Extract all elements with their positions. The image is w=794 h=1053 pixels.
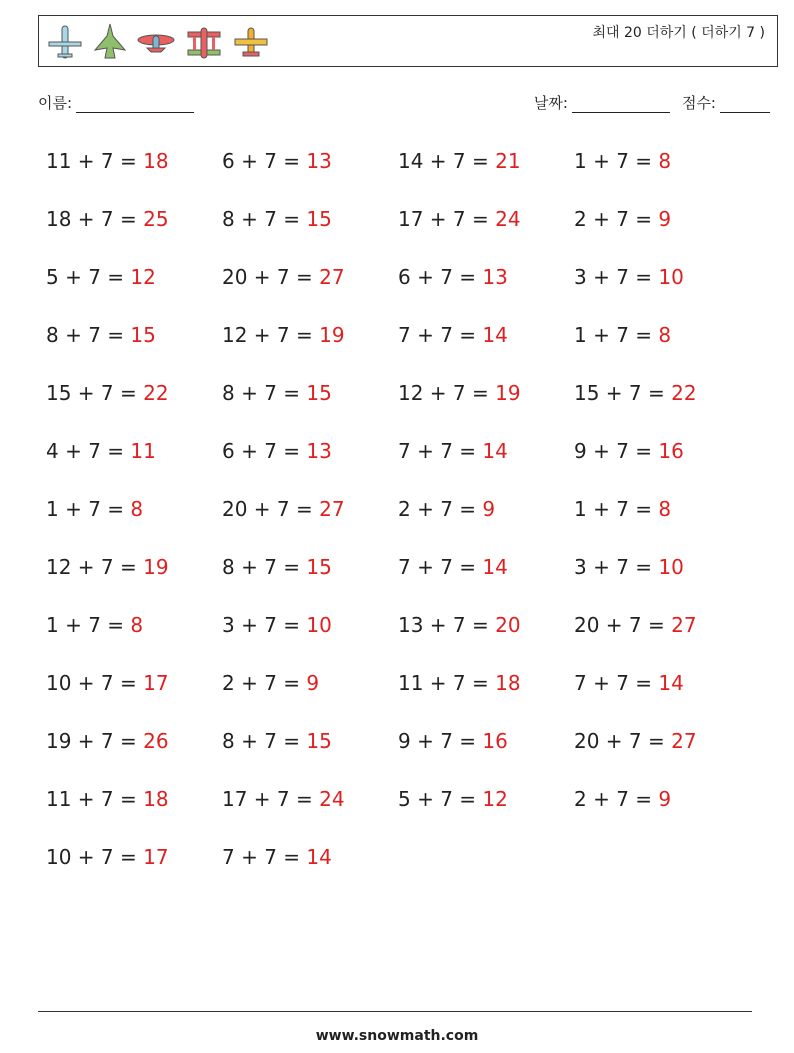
problem-cell <box>574 492 750 550</box>
biplane-icon <box>185 22 223 62</box>
problem-answer: 20 <box>495 613 521 637</box>
problem-question: 8 + 7 = <box>222 729 307 753</box>
problem-answer: 14 <box>482 439 508 463</box>
problem-cell <box>222 376 398 434</box>
problem-row <box>46 202 756 260</box>
problem-answer: 9 <box>306 671 320 695</box>
problem-cell <box>222 666 398 724</box>
problem-row <box>46 492 756 550</box>
problem-cell <box>222 724 398 782</box>
problem-cell <box>222 782 398 840</box>
problem-cell <box>46 840 222 898</box>
problem-answer: 25 <box>143 207 169 231</box>
problem-question: 8 + 7 = <box>222 381 307 405</box>
problem-answer: 15 <box>306 555 332 579</box>
problem-answer: 15 <box>306 381 332 405</box>
problem-answer: 15 <box>130 323 156 347</box>
problem-row <box>46 782 756 840</box>
problem-answer: 16 <box>658 439 684 463</box>
problem-cell <box>46 260 222 318</box>
problem-cell <box>398 666 574 724</box>
problem-answer: 8 <box>658 149 672 173</box>
problem-cell <box>398 550 574 608</box>
problem-row <box>46 666 756 724</box>
meta-row <box>38 92 770 116</box>
problem-answer: 16 <box>482 729 508 753</box>
problem-answer: 8 <box>130 613 144 637</box>
problem-question: 12 + 7 = <box>398 381 496 405</box>
problem-cell <box>46 144 222 202</box>
problem-answer: 22 <box>143 381 169 405</box>
problem-answer: 27 <box>671 729 697 753</box>
problem-question: 6 + 7 = <box>222 149 307 173</box>
problem-answer: 12 <box>482 787 508 811</box>
problem-cell <box>46 724 222 782</box>
problem-question: 4 + 7 = <box>46 439 131 463</box>
problem-cell <box>46 492 222 550</box>
problem-answer: 24 <box>495 207 521 231</box>
problem-cell <box>574 550 750 608</box>
problem-question: 7 + 7 = <box>398 439 483 463</box>
problem-question: 2 + 7 = <box>398 497 483 521</box>
problem-question: 12 + 7 = <box>46 555 144 579</box>
problem-answer: 24 <box>319 787 345 811</box>
propeller-plane-icon <box>135 22 177 62</box>
problem-cell <box>574 318 750 376</box>
problem-question: 8 + 7 = <box>222 555 307 579</box>
date-label: 날짜: <box>533 94 568 112</box>
problem-answer: 21 <box>495 149 521 173</box>
problem-answer: 17 <box>143 845 169 869</box>
problem-answer: 19 <box>143 555 169 579</box>
problem-cell <box>222 144 398 202</box>
problem-question: 7 + 7 = <box>222 845 307 869</box>
problem-cell <box>398 608 574 666</box>
problem-question: 20 + 7 = <box>574 613 672 637</box>
problem-cell <box>46 782 222 840</box>
problem-question: 15 + 7 = <box>574 381 672 405</box>
problem-answer: 19 <box>319 323 345 347</box>
date-blank[interactable] <box>572 97 670 113</box>
problem-row <box>46 724 756 782</box>
problem-answer: 27 <box>671 613 697 637</box>
problem-answer: 14 <box>306 845 332 869</box>
problem-cell <box>222 608 398 666</box>
problem-cell <box>222 318 398 376</box>
name-label: 이름: <box>38 94 73 112</box>
problem-cell <box>222 550 398 608</box>
problem-cell <box>46 376 222 434</box>
airplane-icon <box>45 22 85 62</box>
problem-question: 20 + 7 = <box>574 729 672 753</box>
problem-cell <box>46 434 222 492</box>
date-score-fields <box>534 92 770 113</box>
problem-question: 12 + 7 = <box>222 323 320 347</box>
footer-url: www.snowmath.com <box>315 1028 479 1044</box>
problem-row <box>46 608 756 666</box>
problem-question: 17 + 7 = <box>222 787 320 811</box>
worksheet-title: 최대 20 더하기 ( 더하기 7 ) <box>592 25 765 41</box>
problem-question: 7 + 7 = <box>574 671 659 695</box>
problem-question: 8 + 7 = <box>46 323 131 347</box>
problem-answer: 10 <box>658 555 684 579</box>
problem-row <box>46 840 756 898</box>
problem-cell <box>398 318 574 376</box>
problem-answer: 14 <box>658 671 684 695</box>
problem-row <box>46 376 756 434</box>
problem-answer: 15 <box>306 729 332 753</box>
problem-question: 19 + 7 = <box>46 729 144 753</box>
problem-cell <box>574 608 750 666</box>
problem-answer: 10 <box>658 265 684 289</box>
problem-question: 1 + 7 = <box>46 613 131 637</box>
problem-cell <box>46 202 222 260</box>
problem-question: 2 + 7 = <box>222 671 307 695</box>
problem-cell <box>222 840 398 898</box>
problem-cell <box>574 376 750 434</box>
problem-cell <box>398 492 574 550</box>
worksheet-header <box>38 15 778 67</box>
problem-cell <box>222 492 398 550</box>
problem-answer: 13 <box>306 149 332 173</box>
yellow-plane-icon <box>231 22 271 62</box>
icon-strip <box>45 22 271 62</box>
problem-question: 2 + 7 = <box>574 207 659 231</box>
name-field <box>38 92 194 113</box>
problem-question: 1 + 7 = <box>574 323 659 347</box>
problem-cell <box>398 724 574 782</box>
problem-question: 3 + 7 = <box>222 613 307 637</box>
problem-cell <box>398 376 574 434</box>
score-blank[interactable] <box>720 97 770 113</box>
problem-row <box>46 318 756 376</box>
problem-cell <box>46 318 222 376</box>
problem-row <box>46 260 756 318</box>
problem-cell <box>46 608 222 666</box>
problem-question: 20 + 7 = <box>222 265 320 289</box>
problem-answer: 27 <box>319 497 345 521</box>
problem-question: 17 + 7 = <box>398 207 496 231</box>
problem-question: 3 + 7 = <box>574 265 659 289</box>
problem-question: 10 + 7 = <box>46 671 144 695</box>
problem-answer: 26 <box>143 729 169 753</box>
problem-cell <box>46 666 222 724</box>
problem-question: 1 + 7 = <box>574 149 659 173</box>
problem-answer: 10 <box>306 613 332 637</box>
problem-answer: 13 <box>306 439 332 463</box>
problem-question: 1 + 7 = <box>46 497 131 521</box>
problem-question: 14 + 7 = <box>398 149 496 173</box>
problem-cell <box>398 782 574 840</box>
problem-cell <box>222 434 398 492</box>
problem-row <box>46 550 756 608</box>
problem-question: 9 + 7 = <box>398 729 483 753</box>
problem-question: 18 + 7 = <box>46 207 144 231</box>
footer-divider <box>38 1011 752 1012</box>
problem-question: 7 + 7 = <box>398 323 483 347</box>
problem-cell <box>398 434 574 492</box>
problem-question: 3 + 7 = <box>574 555 659 579</box>
problem-question: 7 + 7 = <box>398 555 483 579</box>
problem-cell <box>574 434 750 492</box>
problem-cell <box>398 144 574 202</box>
problem-question: 6 + 7 = <box>398 265 483 289</box>
problem-cell <box>574 202 750 260</box>
problem-answer: 17 <box>143 671 169 695</box>
problem-answer: 13 <box>482 265 508 289</box>
problem-answer: 8 <box>658 497 672 521</box>
problem-cell <box>46 550 222 608</box>
problem-answer: 14 <box>482 555 508 579</box>
problem-cell <box>574 666 750 724</box>
problem-answer: 9 <box>482 497 496 521</box>
problem-question: 2 + 7 = <box>574 787 659 811</box>
problem-cell <box>222 202 398 260</box>
problem-answer: 9 <box>658 787 672 811</box>
problem-answer: 19 <box>495 381 521 405</box>
problem-cell <box>222 260 398 318</box>
problem-cell <box>574 144 750 202</box>
problem-answer: 9 <box>658 207 672 231</box>
problem-row <box>46 144 756 202</box>
problem-answer: 27 <box>319 265 345 289</box>
problem-question: 6 + 7 = <box>222 439 307 463</box>
problem-question: 20 + 7 = <box>222 497 320 521</box>
score-label: 점수: <box>681 94 716 112</box>
problem-answer: 14 <box>482 323 508 347</box>
problem-answer: 11 <box>130 439 156 463</box>
problem-question: 5 + 7 = <box>46 265 131 289</box>
problem-question: 11 + 7 = <box>46 149 144 173</box>
problem-answer: 15 <box>306 207 332 231</box>
problem-answer: 8 <box>658 323 672 347</box>
fighter-jet-icon <box>93 22 127 62</box>
problem-question: 13 + 7 = <box>398 613 496 637</box>
problem-cell <box>398 202 574 260</box>
problem-cell <box>574 782 750 840</box>
problem-question: 15 + 7 = <box>46 381 144 405</box>
problem-question: 11 + 7 = <box>46 787 144 811</box>
problem-cell <box>574 724 750 782</box>
problem-answer: 18 <box>143 149 169 173</box>
problem-answer: 8 <box>130 497 144 521</box>
problem-answer: 12 <box>130 265 156 289</box>
problem-question: 11 + 7 = <box>398 671 496 695</box>
problem-answer: 18 <box>143 787 169 811</box>
problem-question: 10 + 7 = <box>46 845 144 869</box>
problem-row <box>46 434 756 492</box>
problem-answer: 18 <box>495 671 521 695</box>
problem-question: 5 + 7 = <box>398 787 483 811</box>
problem-question: 8 + 7 = <box>222 207 307 231</box>
problem-question: 1 + 7 = <box>574 497 659 521</box>
problem-grid <box>46 144 756 898</box>
name-blank[interactable] <box>76 97 194 113</box>
problem-cell <box>574 260 750 318</box>
problem-cell <box>398 260 574 318</box>
problem-question: 9 + 7 = <box>574 439 659 463</box>
problem-answer: 22 <box>671 381 697 405</box>
